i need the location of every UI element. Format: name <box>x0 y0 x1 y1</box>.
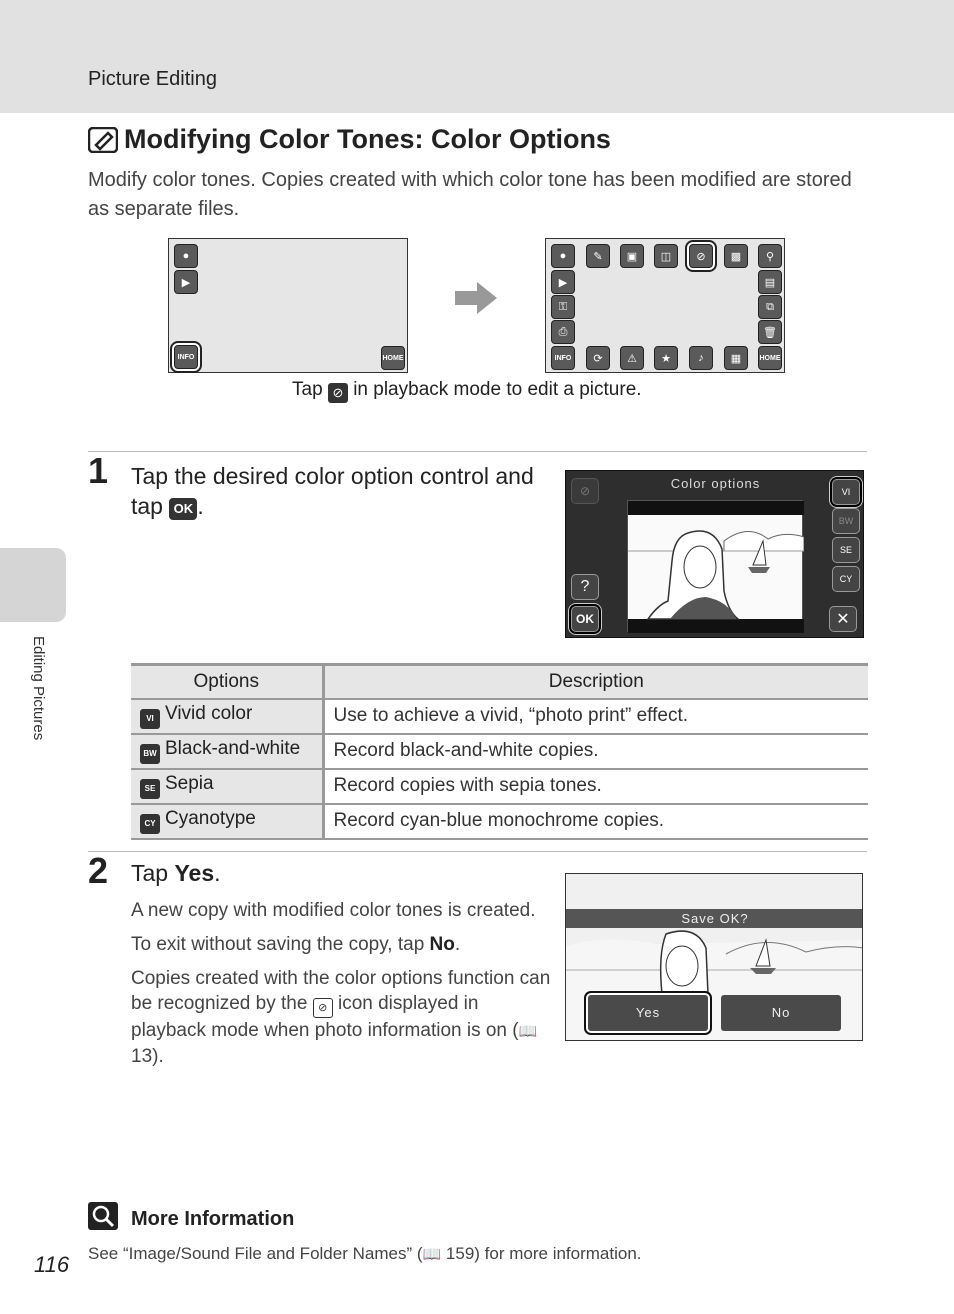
option-cell <box>131 734 323 769</box>
step2-paragraph-2 <box>131 932 551 957</box>
p3-text-before: Copies created with the color options function can be recognized by the <box>131 968 551 1014</box>
save-confirm-screen <box>565 873 863 1041</box>
divider <box>88 451 867 452</box>
slideshow-icon[interactable]: ▤ <box>758 270 782 294</box>
playback-screen <box>168 238 408 373</box>
column-header-options: Options <box>131 665 323 699</box>
print-icon[interactable]: ⎙ <box>551 320 575 344</box>
sample-photo <box>627 500 803 632</box>
ok-icon: OK <box>169 498 197 520</box>
ok-button[interactable]: OK <box>571 606 599 632</box>
p2-period: . <box>454 934 461 955</box>
no-button[interactable]: No <box>721 995 841 1031</box>
black-and-white-option[interactable]: BW <box>832 508 860 534</box>
color-options-icon <box>88 127 118 153</box>
small-picture-icon[interactable]: ▩ <box>724 244 748 268</box>
p2-text: To exit without saving the copy, tap <box>131 934 425 955</box>
option-name: Sepia <box>165 773 214 794</box>
vivid-color-option[interactable]: VI <box>832 479 860 505</box>
table-row <box>131 804 868 839</box>
screens-caption <box>292 379 642 403</box>
more-information-text <box>88 1244 642 1264</box>
option-name: Black-and-white <box>165 738 301 759</box>
options-table <box>131 663 868 840</box>
screen-title: Color options <box>670 476 761 491</box>
yes-button[interactable]: Yes <box>588 995 708 1031</box>
sepia-option[interactable]: SE <box>832 537 860 563</box>
description-cell: Record copies with sepia tones. <box>323 769 868 804</box>
info-button[interactable]: INFO <box>551 346 575 370</box>
key-icon[interactable]: ⚿ <box>551 295 575 319</box>
more-information-title: More Information <box>131 1208 295 1230</box>
more-text-after: ) for more information. <box>474 1244 642 1263</box>
help-button[interactable]: ? <box>571 574 599 600</box>
side-tab <box>0 548 66 622</box>
page-number: 116 <box>34 1252 70 1277</box>
color-options-button[interactable]: ⊘ <box>689 244 713 268</box>
arrow-right-icon <box>455 282 497 314</box>
camera-icon[interactable]: ● <box>551 244 575 268</box>
step1-instruction <box>131 461 541 521</box>
step1-text: Tap the desired color option control and tap <box>131 463 534 519</box>
option-cell <box>131 699 323 734</box>
color-options-icon: ⊘ <box>313 998 333 1018</box>
rotate-icon[interactable]: ⟳ <box>586 346 610 370</box>
option-cell <box>131 804 323 839</box>
step-number-1: 1 <box>88 450 109 491</box>
book-icon: 📖 <box>518 1023 538 1040</box>
overlay-icon[interactable]: ◫ <box>654 244 678 268</box>
description-cell: Use to achieve a vivid, “photo print” effect. <box>323 699 868 734</box>
voice-memo-icon[interactable]: ♪ <box>689 346 713 370</box>
description-cell: Record cyan-blue monochrome copies. <box>323 804 868 839</box>
p2-no: No <box>429 934 455 955</box>
step1-period: . <box>197 493 204 519</box>
info-button[interactable]: INFO <box>174 345 198 369</box>
more-page-ref[interactable]: 159 <box>445 1244 475 1263</box>
intro-text: Modify color tones. Copies created with which color tone has been modified are stored as separate files. <box>88 169 852 220</box>
step2-body <box>131 898 551 1078</box>
table-row <box>131 769 868 804</box>
option-cell <box>131 769 323 804</box>
zoom-icon[interactable]: ⚲ <box>758 244 782 268</box>
step2-tap: Tap <box>131 860 169 886</box>
divider <box>88 851 867 852</box>
camera-icon[interactable]: ● <box>174 244 198 268</box>
vivid-color-icon: VI <box>140 709 160 729</box>
color-options-icon: ⊘ <box>571 478 599 504</box>
side-label: Editing Pictures <box>30 636 47 741</box>
step2-period: . <box>214 860 221 886</box>
sepia-icon: SE <box>140 779 160 799</box>
cyanotype-icon: CY <box>140 814 160 834</box>
caption-text-before: Tap <box>292 379 323 400</box>
header-band <box>0 0 954 113</box>
pencil-icon[interactable]: ✎ <box>586 244 610 268</box>
p3-page-ref[interactable]: 13 <box>131 1046 153 1067</box>
step2-paragraph-3 <box>131 966 551 1069</box>
more-text-before: See “Image/Sound File and Folder Names” ( <box>88 1244 423 1263</box>
table-row <box>131 699 868 734</box>
crop-icon[interactable]: ▣ <box>620 244 644 268</box>
step2-yes: Yes <box>174 860 215 886</box>
step-number-2: 2 <box>88 850 109 891</box>
more-information-icon <box>88 1202 118 1230</box>
table-header-row <box>131 665 868 699</box>
home-button[interactable]: HOME <box>758 346 782 370</box>
edit-menu-screen <box>545 238 785 373</box>
portrait-illustration <box>628 501 804 633</box>
caption-text-after: in playback mode to edit a picture. <box>353 379 642 400</box>
p3-text-after: icon displayed in playback mode when photo information is on ( <box>131 993 519 1041</box>
home-button[interactable]: HOME <box>381 346 405 370</box>
play-icon[interactable]: ▶ <box>174 270 198 294</box>
frame-icon[interactable]: ▦ <box>724 346 748 370</box>
book-icon: 📖 <box>422 1246 442 1263</box>
color-options-icon: ⊘ <box>328 383 348 403</box>
section-title <box>88 124 611 155</box>
option-name: Vivid color <box>165 703 253 724</box>
close-button[interactable]: ✕ <box>829 606 857 632</box>
step2-paragraph-1: A new copy with modified color tones is created. <box>131 900 536 921</box>
cyanotype-option[interactable]: CY <box>832 566 860 592</box>
description-cell: Record black-and-white copies. <box>323 734 868 769</box>
protect-icon[interactable]: ⚠ <box>620 346 644 370</box>
folder-icon[interactable]: ★ <box>654 346 678 370</box>
step2-instruction <box>131 860 221 887</box>
column-header-description: Description <box>323 665 868 699</box>
table-row <box>131 734 868 769</box>
black-and-white-icon: BW <box>140 744 160 764</box>
copy-icon[interactable]: ⧉ <box>758 295 782 319</box>
save-prompt: Save OK? <box>566 909 863 928</box>
option-name: Cyanotype <box>165 808 256 829</box>
header-title: Picture Editing <box>88 68 217 90</box>
p3-end: ). <box>152 1046 164 1067</box>
section-title-text: Modifying Color Tones: Color Options <box>124 124 611 154</box>
play-icon[interactable]: ▶ <box>551 270 575 294</box>
delete-icon[interactable]: 🗑 <box>758 320 782 344</box>
color-options-screen <box>565 470 864 638</box>
